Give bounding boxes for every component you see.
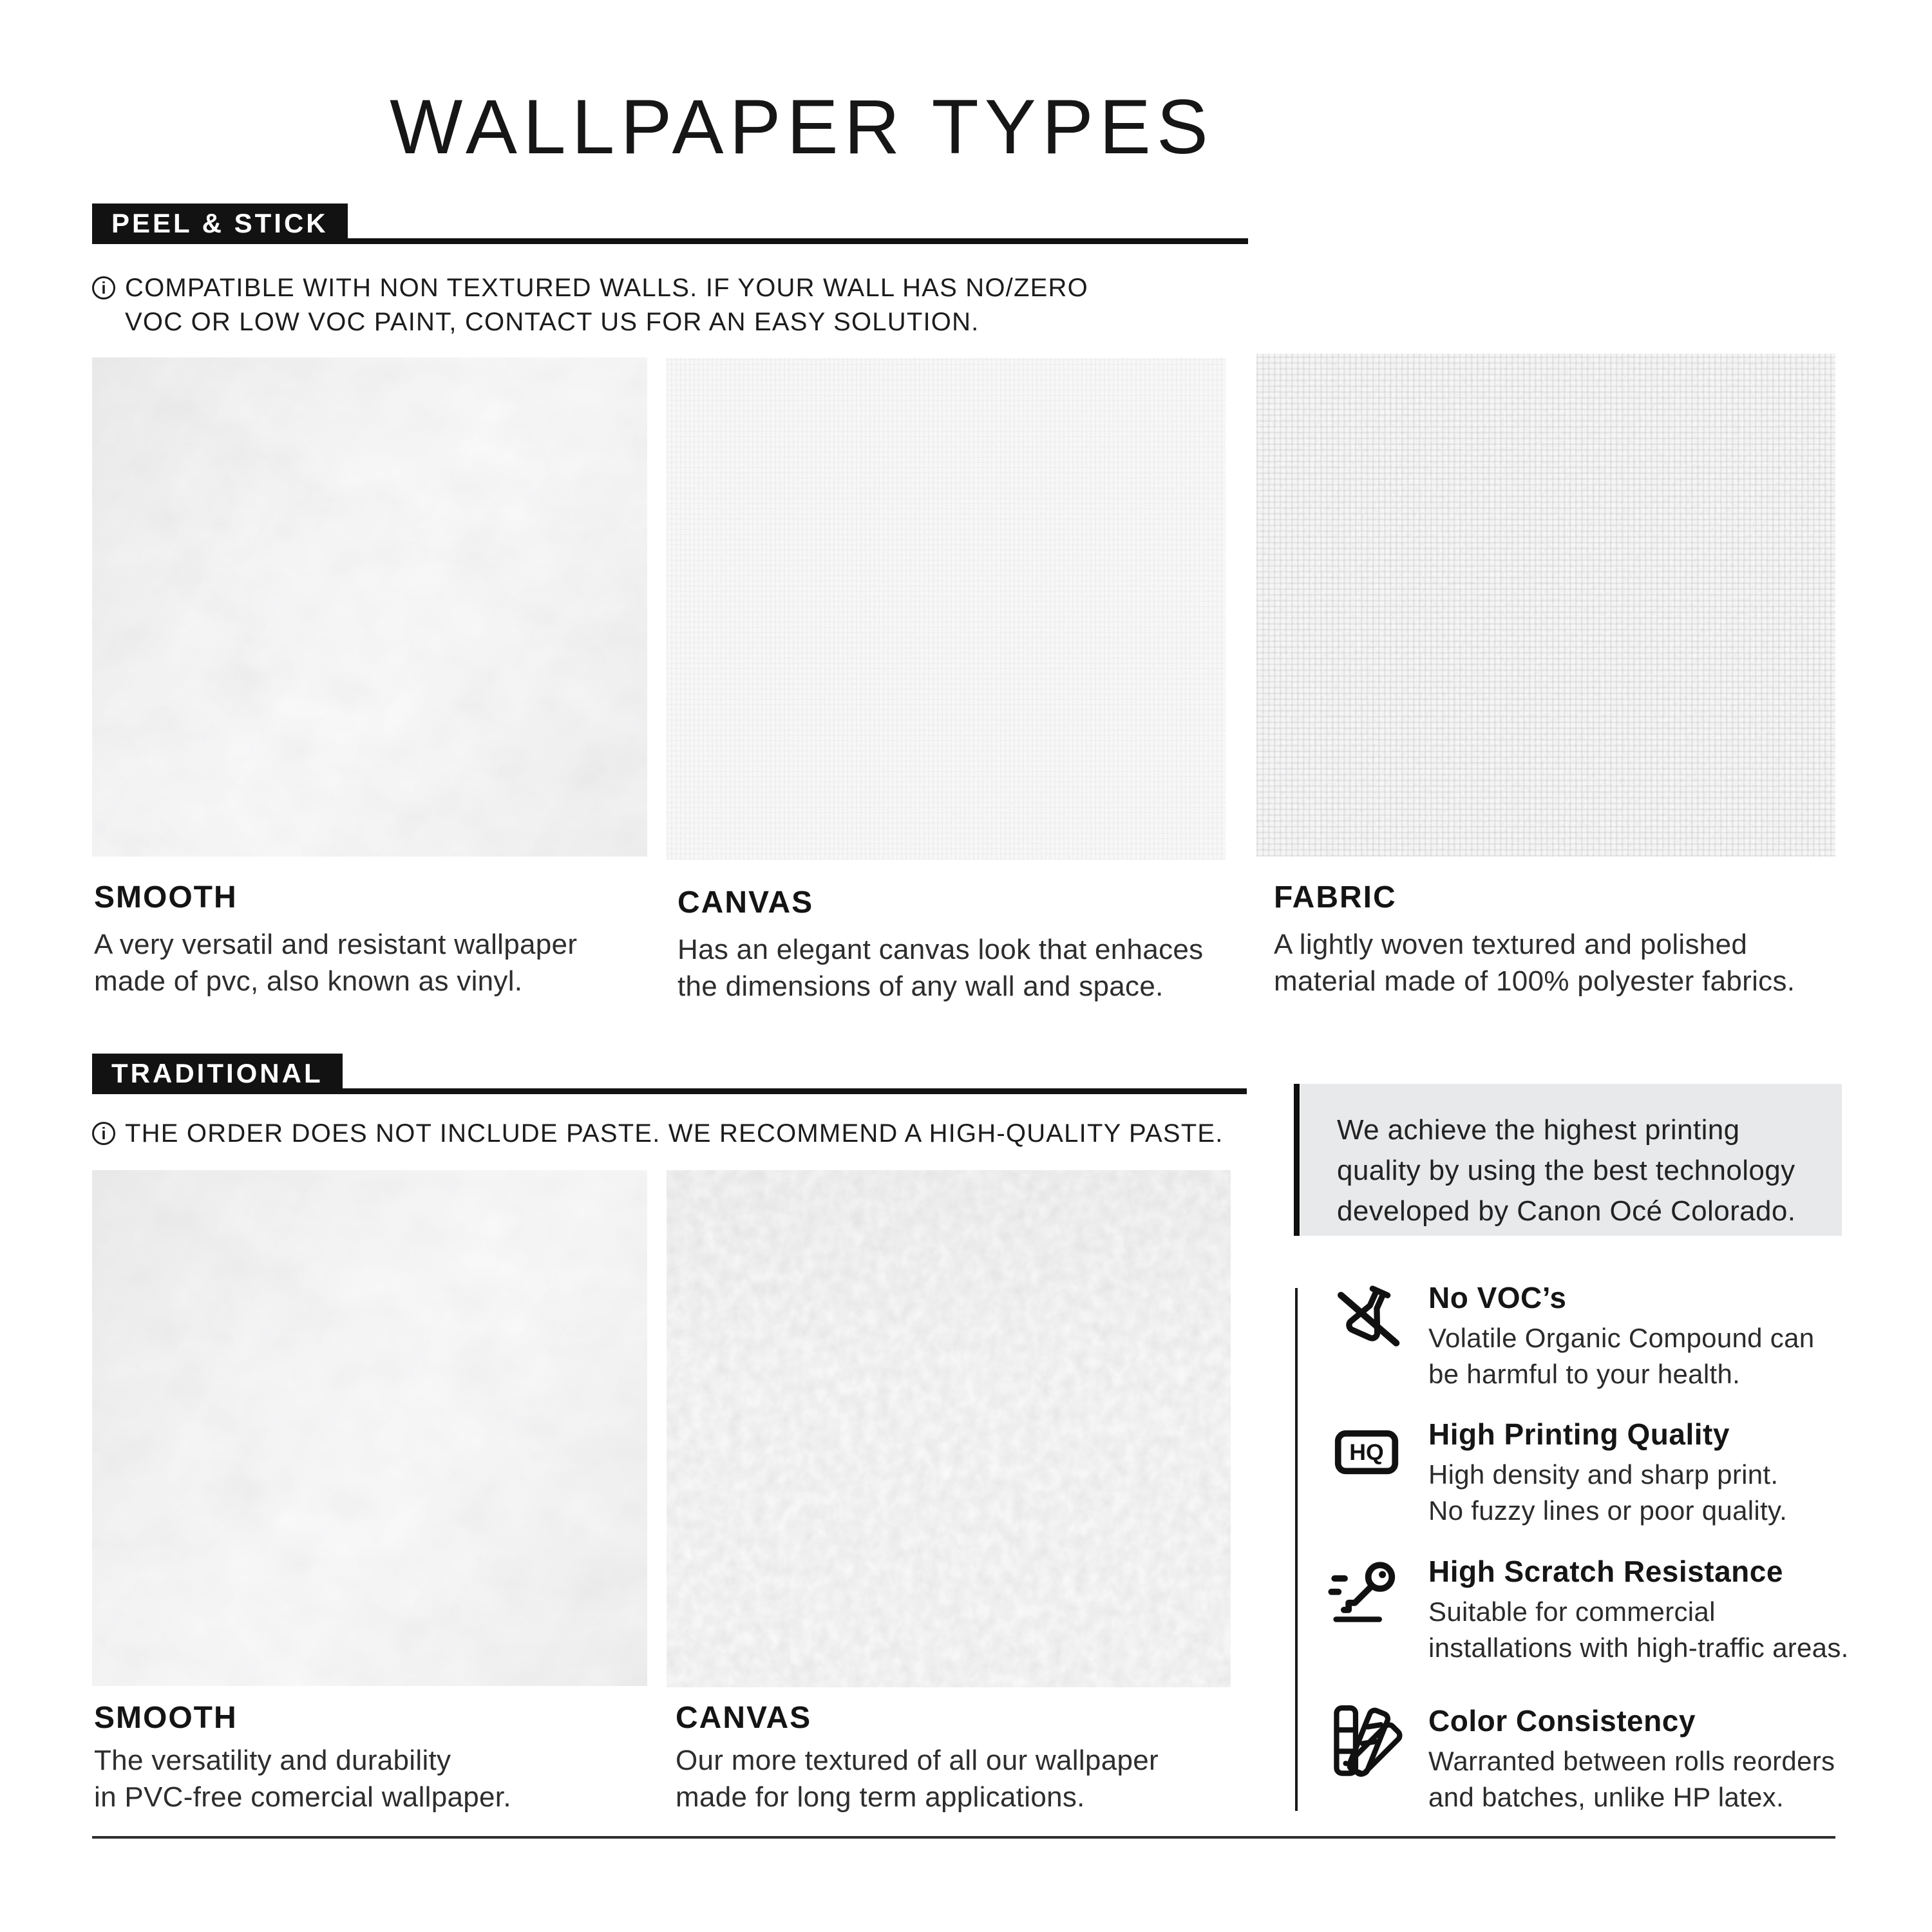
feature-title-color-consistency: Color Consistency	[1428, 1704, 1696, 1738]
desc-line: and batches, unlike HP latex.	[1428, 1782, 1784, 1812]
quality-box-line2: quality by using the best technology	[1337, 1155, 1795, 1186]
swatch-image-trad-smooth	[92, 1170, 647, 1686]
swatch-desc-peel-fabric	[1274, 926, 1795, 999]
section-label-traditional: TRADITIONAL	[92, 1054, 343, 1094]
no-voc-flask-icon	[1331, 1280, 1405, 1355]
desc-line: Warranted between rolls reorders	[1428, 1746, 1835, 1776]
desc-line: made for long term applications.	[676, 1781, 1085, 1813]
page-title: WALLPAPER TYPES	[390, 84, 1214, 170]
info-icon	[92, 276, 115, 299]
swatch-desc-peel-smooth	[94, 926, 577, 999]
swatch-title-peel-smooth: SMOOTH	[94, 880, 238, 914]
desc-line: No fuzzy lines or poor quality.	[1428, 1495, 1788, 1526]
feature-desc-scratch-resistance	[1428, 1594, 1849, 1666]
desc-line: Suitable for commercial	[1428, 1596, 1716, 1627]
hq-badge-icon	[1331, 1417, 1403, 1486]
feature-title-no-voc: No VOC’s	[1428, 1281, 1567, 1314]
peel-stick-note	[125, 271, 1088, 339]
desc-line: Our more textured of all our wallpaper	[676, 1745, 1159, 1776]
feature-desc-printing-quality	[1428, 1457, 1787, 1529]
desc-line: High density and sharp print.	[1428, 1459, 1779, 1490]
quality-box	[1300, 1084, 1842, 1236]
info-icon-glyph: i	[101, 1123, 106, 1143]
svg-text:HQ: HQ	[1349, 1439, 1384, 1465]
swatch-image-peel-fabric	[1256, 354, 1835, 857]
desc-line: A lightly woven textured and polished	[1274, 929, 1748, 960]
quality-box-line1: We achieve the highest printing	[1337, 1114, 1740, 1146]
swatch-desc-trad-smooth	[94, 1742, 511, 1815]
desc-line: be harmful to your health.	[1428, 1359, 1741, 1389]
section-label-peel-stick: PEEL & STICK	[92, 204, 348, 243]
feature-title-printing-quality: High Printing Quality	[1428, 1417, 1730, 1451]
swatch-image-peel-smooth	[92, 357, 647, 857]
desc-line: Volatile Organic Compound can	[1428, 1323, 1815, 1353]
features-divider-line	[1295, 1288, 1298, 1811]
swatch-desc-peel-canvas	[677, 931, 1203, 1005]
swatch-title-trad-smooth: SMOOTH	[94, 1701, 238, 1735]
info-icon-glyph: i	[101, 278, 106, 298]
desc-line: material made of 100% polyester fabrics.	[1274, 965, 1795, 997]
desc-line: The versatility and durability	[94, 1745, 451, 1776]
color-swatch-fan-icon	[1331, 1703, 1406, 1779]
desc-line: A very versatil and resistant wallpaper	[94, 929, 578, 960]
feature-title-scratch-resistance: High Scratch Resistance	[1428, 1555, 1783, 1588]
swatch-image-peel-canvas	[667, 358, 1226, 860]
peel-stick-note-line1: COMPATIBLE WITH NON TEXTURED WALLS. IF YOUR WALL HAS NO/ZERO	[125, 274, 1088, 302]
peel-stick-note-line2: VOC OR LOW VOC PAINT, CONTACT US FOR AN EASY SOLUTION.	[125, 308, 980, 336]
swatch-title-peel-canvas: CANVAS	[677, 886, 814, 920]
swatch-desc-trad-canvas	[676, 1742, 1159, 1815]
quality-box-line3: developed by Canon Océ Colorado.	[1337, 1195, 1796, 1227]
info-icon	[92, 1122, 115, 1145]
swatch-title-peel-fabric: FABRIC	[1274, 880, 1397, 914]
quality-box-accent-bar	[1294, 1084, 1300, 1236]
bottom-rule	[92, 1836, 1835, 1839]
desc-line: the dimensions of any wall and space.	[677, 971, 1164, 1002]
desc-line: made of pvc, also known as vinyl.	[94, 965, 523, 997]
feature-desc-no-voc	[1428, 1320, 1814, 1392]
traditional-note: THE ORDER DOES NOT INCLUDE PASTE. WE RECOMMEND A HIGH-QUALITY PASTE.	[125, 1119, 1224, 1148]
desc-line: in PVC-free comercial wallpaper.	[94, 1781, 511, 1813]
desc-line: installations with high-traffic areas.	[1428, 1633, 1849, 1663]
swatch-title-trad-canvas: CANVAS	[676, 1701, 812, 1735]
swatch-image-trad-canvas	[667, 1170, 1231, 1687]
key-scratch-icon	[1327, 1553, 1405, 1632]
feature-desc-color-consistency	[1428, 1743, 1835, 1815]
desc-line: Has an elegant canvas look that enhaces	[677, 934, 1204, 965]
